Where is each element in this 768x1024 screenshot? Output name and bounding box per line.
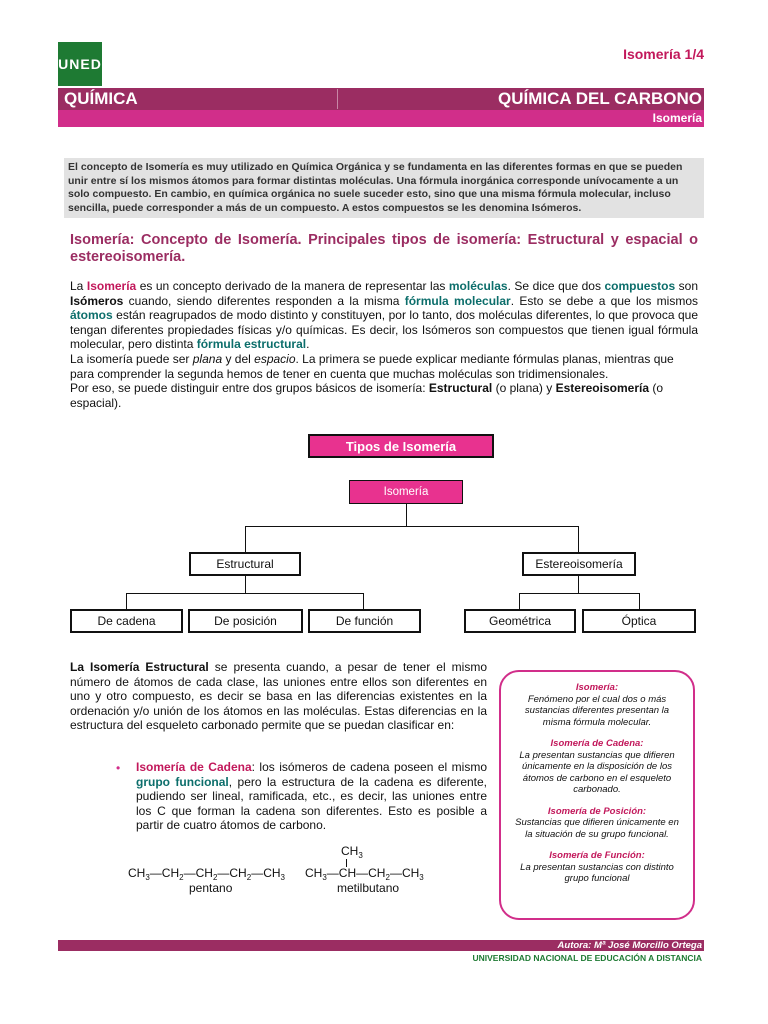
footer-author: Autora: Mª José Morcillo Ortega — [557, 940, 702, 951]
connector — [245, 526, 246, 552]
node-estructural: Estructural — [189, 552, 301, 576]
subject-right: QUÍMICA DEL CARBONO — [498, 89, 702, 108]
definition-posicion: Isomería de Posición: Sustancias que difieren únicamente en la situación de su grupo funcional. — [515, 805, 679, 840]
bullet-icon: • — [116, 761, 121, 775]
connector — [519, 593, 520, 609]
paragraph-2: La isomería puede ser plana y del espacio. La primera se puede explicar mediante fórmulas planas, mientras que para comprender la segunda hemos de tener en cuenta que muchas moléculas son tridimensionales. — [70, 351, 674, 381]
term-moleculas: moléculas — [448, 279, 508, 293]
footer-university: UNIVERSIDAD NACIONAL DE EDUCACIÓN A DISTANCIA — [472, 953, 702, 963]
connector — [578, 576, 579, 593]
node-isomeria: Isomería — [349, 480, 463, 504]
term-isomeros: Isómeros — [70, 293, 124, 308]
paragraph-1: La Isomería es un concepto derivado de la manera de representar las moléculas. Se dice que dos compuestos son Isómeros cuando, siendo diferentes responden a la misma fórmula molecular. Esto se debe a que los mismos átomos están reagrupados de modo distinto y constituyen, por lo tanto, dos moléculas diferentes, lo que provoca que tengan diferentes propiedades físicas y/o químicas. Es decir, los Isómeros son compuestos que tienen igual fórmula molecular, pero distinta fórmula estructural. — [70, 279, 699, 352]
label-metilbutano: metilbutano — [337, 881, 400, 895]
term-atomos: átomos — [70, 308, 113, 323]
uned-logo: UNED — [58, 42, 102, 86]
formula-pentano: $CH_3—CH_2—CH_2—CH_2—CH_3$ — [128, 866, 285, 882]
structural-paragraph: La Isomería Estructural se presenta cuando, a pesar de tener el mismo número de átomos de cada clase, las uniones entre ellos son diferentes en uno y otro compuesto, es decir se basa en las diferencias existentes en la ordenación y/o unión de los átomos en las moléculas. Estas diferencias en la estructura del esqueleto carbonado permite que se puedan clasificar en: — [70, 660, 487, 733]
formula-metilbutano: $CH_3—CH—CH_2—CH_3$ — [305, 866, 424, 882]
label-pentano: pentano — [189, 881, 233, 895]
band-divider — [337, 89, 338, 109]
bullet-isomeria-cadena: Isomería de Cadena: los isómeros de cadena poseen el mismo grupo funcional, pero la estructura de la cadena es diferente, pudiendo ser lineal, ramificada, etc., es decir, las uniones entre los C que forman la cadena son diferentes. Esto es posible a partir de cuatro átomos de carbono. — [136, 760, 488, 833]
node-de-funcion: De función — [308, 609, 421, 633]
term-isomeria: Isomería — [86, 279, 137, 293]
intro-box: El concepto de Isomería es muy utilizado en Química Orgánica y se fundamenta en las diferentes formas en que se pueden unir entre sí los mismos átomos para formar distintas moléculas. Una fórmula inorgánica corresponde unívocamente a un solo compuesto. En cambio, en química orgánica no suele suceder esto, sino que una misma fórmula molecular, incluso sencilla, puede corresponder a más de un compuesto. A estos compuestos se les denomina Isómeros. — [64, 158, 704, 218]
definition-funcion: Isomería de Función: La presentan sustancias con distinto grupo funcional — [520, 850, 674, 884]
subject-left: QUÍMICA — [64, 89, 138, 108]
body-text — [70, 279, 698, 410]
diagram-title: Tipos de Isomería — [308, 434, 494, 458]
definition-isomeria: Isomería: Fenómeno por el cual dos o más sustancias diferentes presentan la misma fórmula molecular. — [524, 682, 670, 728]
connector — [126, 593, 363, 594]
node-geometrica: Geométrica — [464, 609, 576, 633]
methyl-group: $CH_3$ — [341, 844, 363, 860]
connector — [519, 593, 639, 594]
term-formula-molecular: fórmula molecular — [404, 293, 511, 308]
connector — [245, 576, 246, 593]
term-compuestos: compuestos — [604, 279, 676, 293]
term-formula-estructural: fórmula estructural — [196, 337, 307, 352]
page-label: Isomería 1/4 — [623, 46, 704, 62]
node-optica: Óptica — [582, 609, 696, 633]
node-de-posicion: De posición — [188, 609, 303, 633]
definitions-sidebar — [499, 670, 695, 920]
node-de-cadena: De cadena — [70, 609, 183, 633]
connector — [126, 593, 127, 609]
paragraph-3: Por eso, se puede distinguir entre dos grupos básicos de isomería: Estructural (o plana) y Estereoisomería (o espacial). — [70, 381, 664, 410]
connector — [245, 526, 579, 527]
node-estereoisomeria: Estereoisomería — [522, 552, 636, 576]
definition-cadena: Isomería de Cadena: La presentan sustancias que difieren únicamente en la disposición de los átomos de carbono en el esqueleto carbonado. — [519, 738, 675, 795]
connector — [639, 593, 640, 609]
connector — [578, 526, 579, 552]
subtitle: Isomería — [652, 111, 702, 125]
section-title: Isomería: Concepto de Isomería. Principales tipos de isomería: Estructural y espacial o estereoisomería. — [70, 232, 698, 265]
connector — [406, 504, 407, 526]
connector — [363, 593, 364, 609]
subtitle-band — [58, 110, 704, 127]
